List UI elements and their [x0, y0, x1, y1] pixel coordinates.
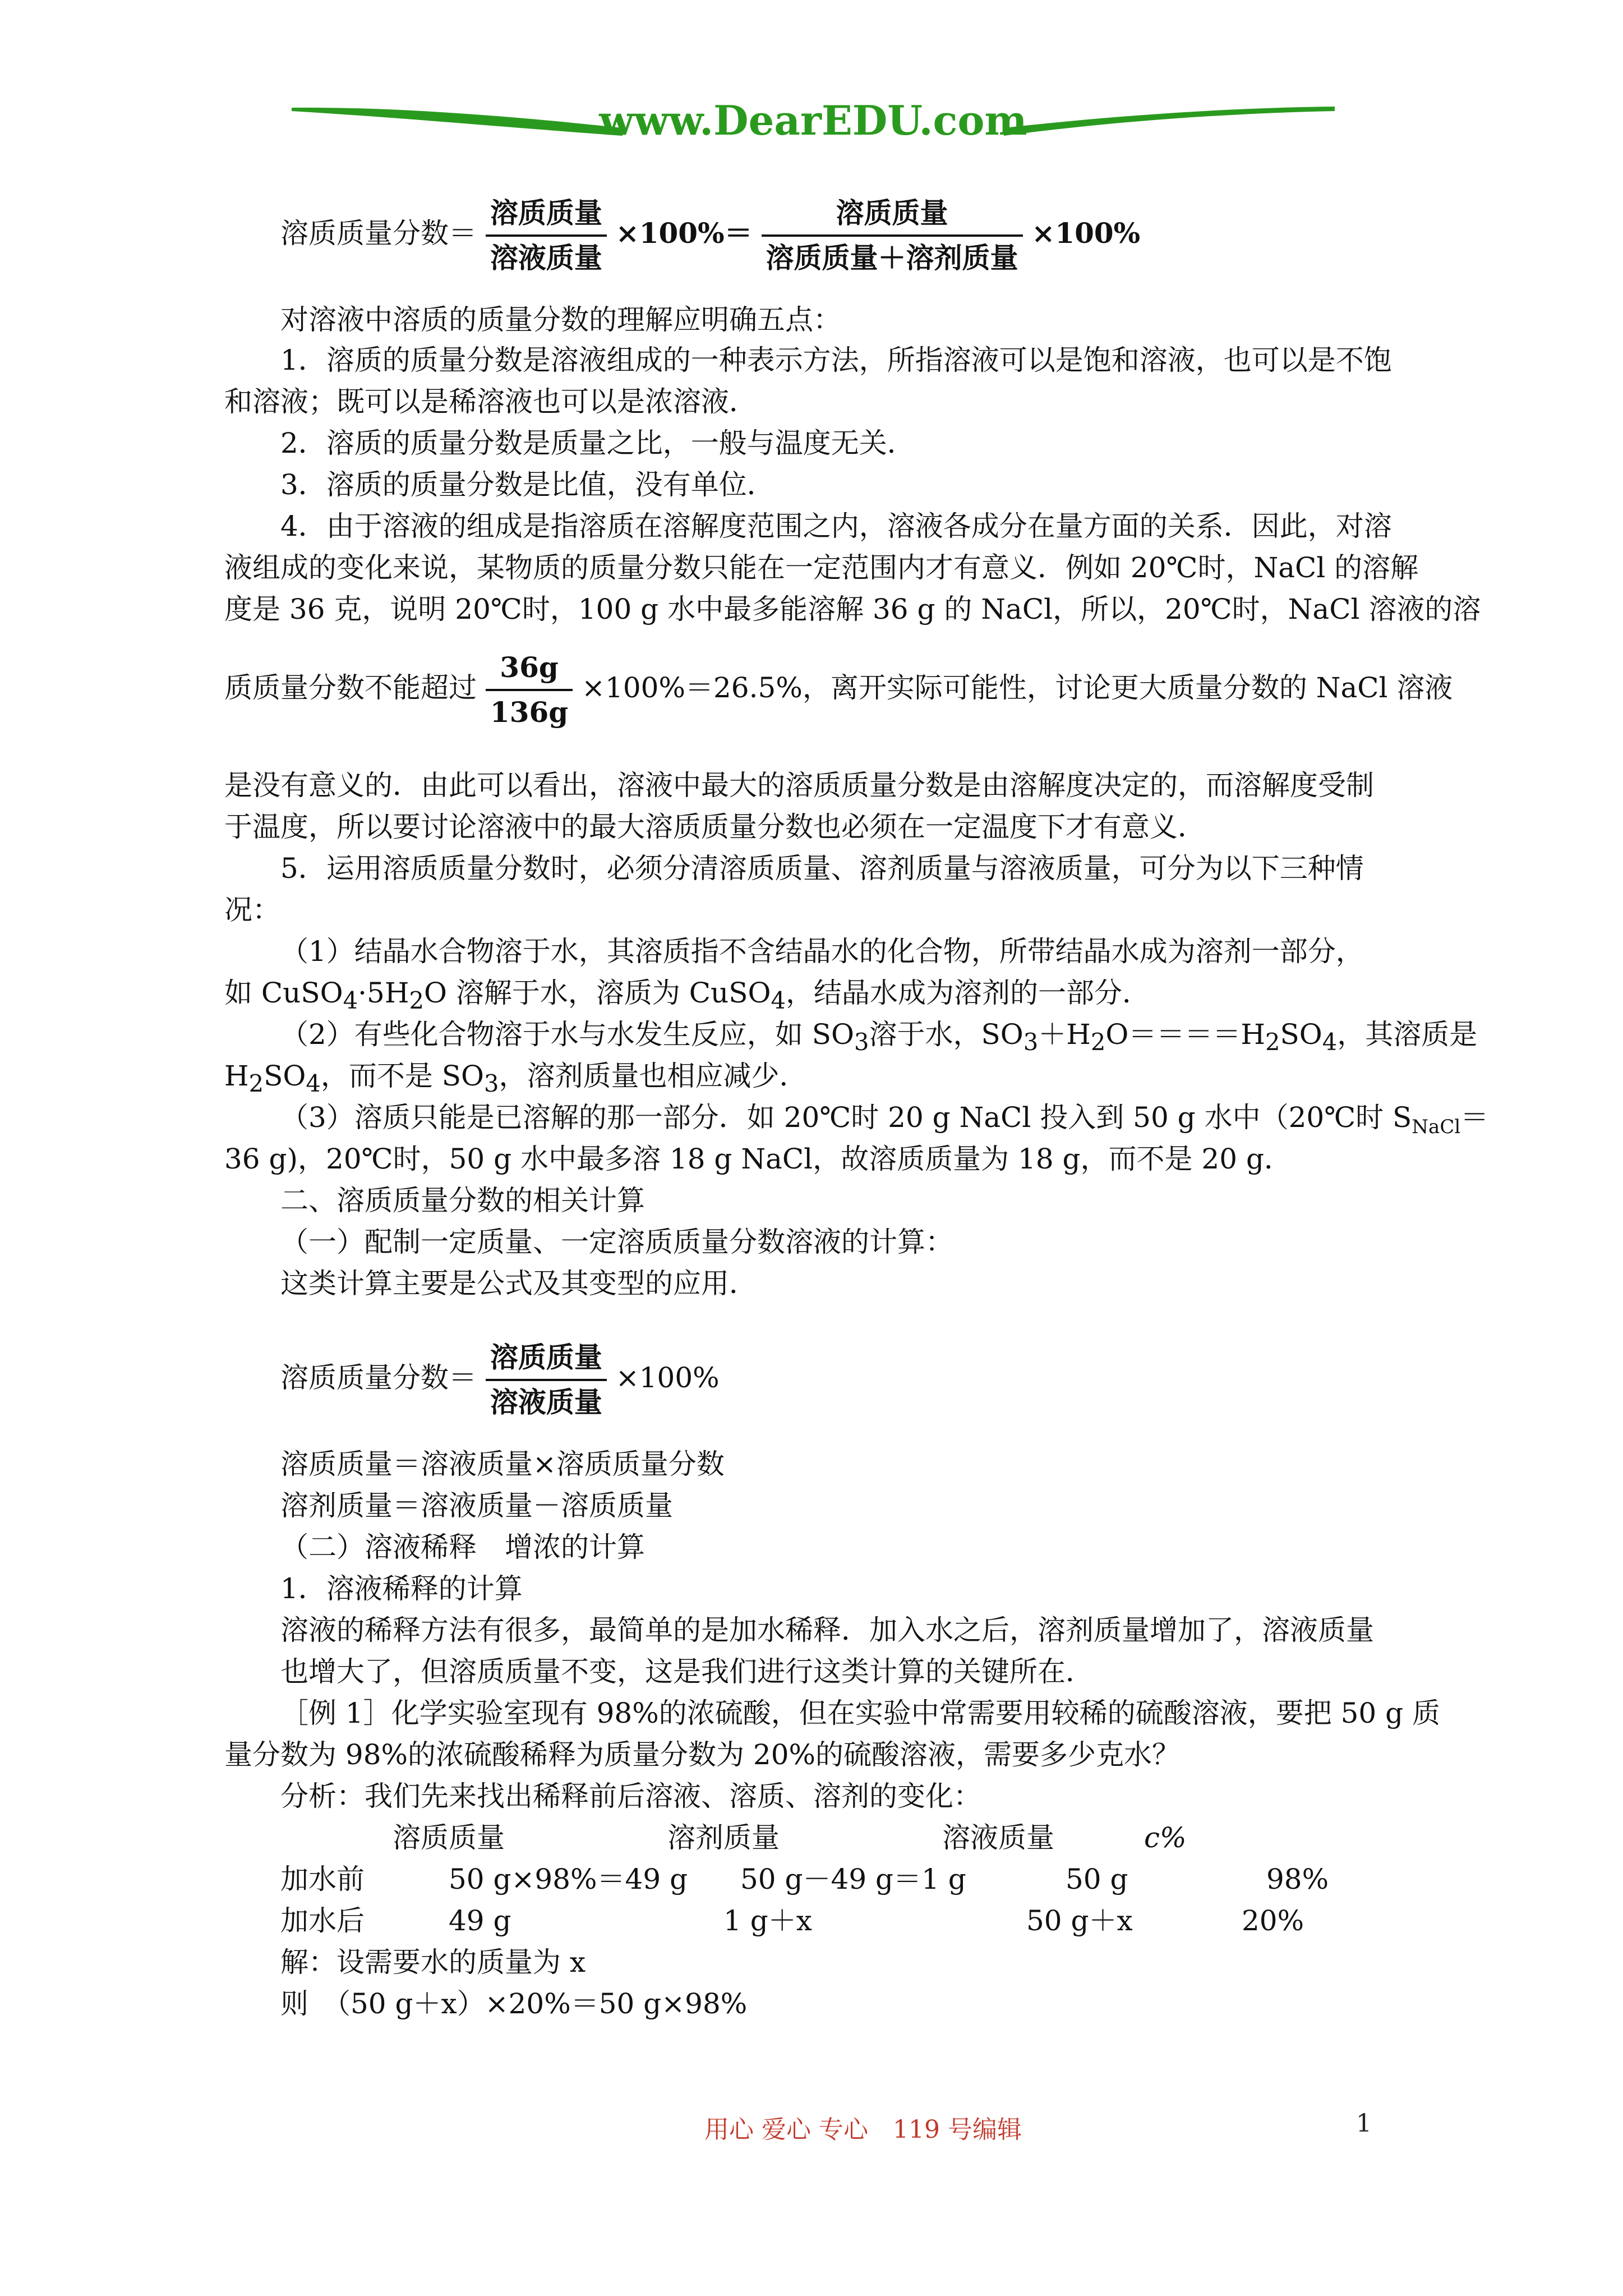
subscript: 4: [1322, 1028, 1338, 1056]
table-header: 溶液质量: [942, 1821, 1054, 1854]
table-header: 溶质质量: [393, 1821, 505, 1854]
formula-line: 溶剂质量＝溶液质量－溶质质量: [280, 1489, 673, 1522]
paragraph: 这类计算主要是公式及其变型的应用．: [280, 1267, 757, 1300]
paragraph: 和溶液；既可以是稀溶液也可以是浓溶液．: [224, 385, 757, 418]
formula-lhs: 溶质质量分数＝: [280, 1361, 477, 1394]
text: （3）溶质只能是已溶解的那一部分．如 20℃时 20 g NaCl 投入到 50 g 水中（20℃时 S: [280, 1101, 1412, 1134]
paragraph: [224, 976, 1150, 1018]
fraction: [486, 1341, 607, 1419]
numerator: 36g: [486, 651, 573, 691]
paragraph: 对溶液中溶质的质量分数的理解应明确五点：: [280, 303, 841, 336]
denominator: 溶液质量: [490, 1386, 602, 1419]
formula-lhs: 溶质质量分数＝: [280, 217, 477, 250]
text: O 溶解于水，溶质为 CuSO: [423, 977, 771, 1009]
page-number: 1: [1356, 2109, 1372, 2138]
text: 质质量分数不能超过: [224, 671, 477, 704]
formula-mass-fraction-2: [280, 1341, 720, 1419]
table-cell: 98%: [1266, 1863, 1329, 1895]
formula-end: ×100%: [615, 1361, 720, 1394]
text: ＋H: [1038, 1018, 1091, 1051]
subscript: 2: [248, 1070, 264, 1097]
text: （2）有些化合物溶于水与水发生反应，如 SO: [280, 1018, 854, 1051]
formula-end: ×100%: [1031, 217, 1141, 250]
site-title[interactable]: www.DearEDU.com: [599, 96, 1027, 144]
table-header: c%: [1144, 1821, 1187, 1854]
numerator: 溶质质量: [486, 196, 607, 237]
example-text: ［例 1］化学实验室现有 98%的浓硫酸，但在实验中常需要用较稀的硫酸溶液，要把 50 g 质: [280, 1697, 1441, 1729]
denominator: 136g: [490, 696, 569, 729]
text: O＝＝＝＝H: [1105, 1018, 1265, 1051]
fraction: [762, 196, 1023, 275]
table-header: 溶剂质量: [667, 1821, 780, 1854]
subsection-heading: （一）配制一定质量、一定溶质质量分数溶液的计算：: [280, 1226, 953, 1258]
table-row-label: 加水前: [280, 1863, 365, 1895]
table-cell: 50 g: [1066, 1863, 1128, 1895]
paragraph: 1．溶质的质量分数是溶液组成的一种表示方法，所指溶液可以是饱和溶液，也可以是不饱: [280, 344, 1392, 376]
text: ＝: [1460, 1101, 1489, 1134]
subscript: 3: [484, 1070, 499, 1097]
subscript: 2: [1265, 1028, 1280, 1056]
text: ，其溶质是: [1337, 1018, 1478, 1051]
paragraph-with-fraction: [224, 651, 1453, 729]
paragraph: 4．由于溶液的组成是指溶质在溶解度范围之内，溶液各成分在量方面的关系．因此，对溶: [280, 510, 1392, 542]
text: H: [224, 1060, 249, 1092]
subscript: 2: [409, 987, 424, 1014]
paragraph: [280, 1101, 1488, 1144]
numerator: 溶质质量: [486, 1341, 607, 1381]
solution-text: 解：设需要水的质量为 x: [280, 1946, 586, 1978]
fraction: [486, 651, 573, 729]
formula-mass-fraction: [280, 196, 1140, 275]
formula-mid: ×100%＝: [615, 217, 753, 250]
paragraph: 度是 36 克，说明 20℃时，100 g 水中最多能溶解 36 g 的 NaCl，所以，20℃时，NaCl 溶液的溶: [224, 593, 1481, 625]
text: ×100%＝26.5%，离开实际可能性，讨论更大质量分数的 NaCl 溶液: [582, 671, 1453, 704]
subscript: NaCl: [1412, 1116, 1461, 1138]
subscript: 4: [771, 987, 786, 1014]
paragraph: 于温度，所以要讨论溶液中的最大溶质质量分数也必须在一定温度下才有意义．: [224, 811, 1206, 843]
denominator: 溶质质量＋溶剂质量: [766, 241, 1018, 274]
section-heading: 二、溶质质量分数的相关计算: [280, 1184, 645, 1217]
paragraph: 也增大了，但溶质质量不变，这是我们进行这类计算的关键所在．: [280, 1655, 1094, 1688]
table-cell: 50 g＋x: [1026, 1904, 1133, 1937]
paragraph: [280, 1018, 1477, 1059]
paragraph: 况：: [224, 894, 280, 926]
paragraph: （1）结晶水合物溶于水，其溶质指不含结晶水的化合物，所带结晶水成为溶剂一部分，: [280, 935, 1364, 968]
table-row-label: 加水后: [280, 1904, 365, 1937]
example-text: 量分数为 98%的浓硫酸稀释为质量分数为 20%的硫酸溶液，需要多少克水？: [224, 1738, 1181, 1771]
subscript: 2: [1090, 1028, 1106, 1056]
numerator: 溶质质量: [762, 196, 1023, 237]
fraction: [486, 196, 607, 275]
subscript: 3: [1023, 1028, 1039, 1056]
subscript: 4: [343, 987, 358, 1014]
text: 溶于水，SO: [869, 1018, 1023, 1051]
text: SO: [264, 1060, 306, 1092]
text: SO: [1280, 1018, 1322, 1051]
table-cell: 20%: [1242, 1904, 1304, 1937]
paragraph: 36 g)，20℃时，50 g 水中最多溶 18 g NaCl，故溶质质量为 18 g，而不是 20 g．: [224, 1143, 1292, 1175]
paragraph: 液组成的变化来说，某物质的质量分数只能在一定范围内才有意义．例如 20℃时，NaCl 的溶解: [224, 551, 1419, 584]
paragraph: 1．溶液稀释的计算: [280, 1572, 523, 1605]
paragraph: 是没有意义的．由此可以看出，溶液中最大的溶质质量分数是由溶解度决定的，而溶解度受制: [224, 769, 1374, 802]
subsection-heading: （二）溶液稀释 增浓的计算: [280, 1531, 645, 1563]
table-cell: 49 g: [449, 1904, 511, 1937]
subscript: 3: [854, 1028, 869, 1056]
subscript: 4: [306, 1070, 321, 1097]
paragraph: 5．运用溶质质量分数时，必须分清溶质质量、溶剂质量与溶液质量，可分为以下三种情: [280, 852, 1364, 885]
site-header: [292, 84, 1335, 163]
formula-line: 溶质质量＝溶液质量×溶质质量分数: [280, 1448, 725, 1480]
paragraph: 溶液的稀释方法有很多，最简单的是加水稀释．加入水之后，溶剂质量增加了，溶液质量: [280, 1614, 1374, 1646]
text: ，而不是 SO: [320, 1060, 485, 1092]
text: ，结晶水成为溶剂的一部分．: [785, 977, 1150, 1009]
analysis-text: 分析：我们先来找出稀释前后溶液、溶质、溶剂的变化：: [280, 1780, 981, 1812]
text: 如 CuSO: [224, 977, 343, 1009]
table-cell: 50 g－49 g＝1 g: [740, 1863, 966, 1895]
paragraph: 3．溶质的质量分数是比值，没有单位．: [280, 468, 775, 501]
solution-text: 则 （50 g＋x）×20%＝50 g×98%: [280, 1987, 748, 2020]
table-cell: 50 g×98%＝49 g: [449, 1863, 688, 1895]
text: ，溶剂质量也相应减少．: [499, 1060, 808, 1092]
footer-text: 用心 爱心 专心 119 号编辑: [704, 2115, 1022, 2144]
denominator: 溶液质量: [490, 241, 602, 274]
table-cell: 1 g＋x: [723, 1904, 812, 1937]
text: ·5H: [358, 977, 409, 1009]
paragraph: [224, 1059, 808, 1101]
paragraph: 2．溶质的质量分数是质量之比，一般与温度无关．: [280, 427, 915, 459]
